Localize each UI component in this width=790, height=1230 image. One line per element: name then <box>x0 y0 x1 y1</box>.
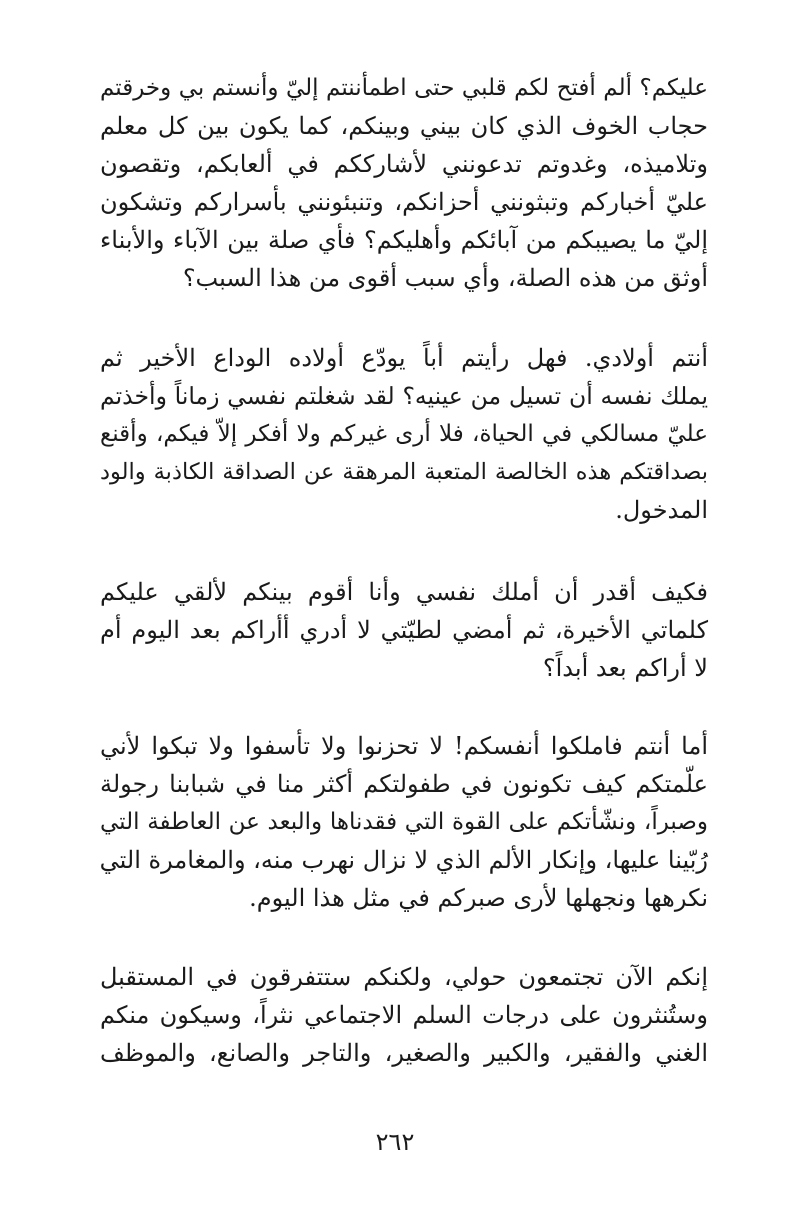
paragraph-line: كلماتي الأخيرة، ثم أمضي لطيّتي لا أدري أأراكم بعد اليوم أم <box>100 616 708 644</box>
paragraph-2 <box>100 339 708 529</box>
paragraph-line: علّمتكم كيف تكونون في طفولتكم أكثر منا في شبابنا رجولة <box>100 770 708 798</box>
paragraph-line: عليّ مسالكي في الحياة، فلا أرى غيركم ولا أفكر إلاّ فيكم، وأقنع <box>100 421 708 447</box>
paragraph-5 <box>100 958 708 1072</box>
paragraph-1 <box>100 69 708 297</box>
paragraph-4 <box>100 727 708 917</box>
paragraph-line: يملك نفسه أن تسيل من عينيه؟ لقد شغلتم نفسي زماناً وأخذتم <box>100 382 708 410</box>
page-number: ٢٦٢ <box>375 1128 415 1156</box>
paragraph-line: إنكم الآن تجتمعون حولي، ولكنكم ستتفرقون في المستقبل <box>100 963 708 991</box>
paragraph-line: إليّ ما يصيبكم من آبائكم وأهليكم؟ فأي صلة بين الآباء والأبناء <box>100 226 708 254</box>
paragraph-line: بصداقتكم هذه الخالصة المتعبة المرهقة عن الصداقة الكاذبة والود <box>100 459 708 485</box>
paragraph-line: حجاب الخوف الذي كان بيني وبينكم، كما يكون بين كل معلم <box>100 112 708 140</box>
paragraph-line: وصبراً، ونشّأتكم على القوة التي فقدناها والبعد عن العاطفة التي <box>100 809 708 835</box>
paragraph-line: عليّ أخباركم وتبثونني أحزانكم، وتنبئونني بأسراركم وتشكون <box>100 188 708 216</box>
paragraph-line: وتلاميذه، وغدوتم تدعونني لأشارككم في ألعابكم، وتقصون <box>100 150 708 178</box>
paragraph-line: الغني والفقير، والكبير والصغير، والتاجر والصانع، والموظف <box>100 1039 708 1067</box>
paragraph-line: أوثق من هذه الصلة، وأي سبب أقوى من هذا السبب؟ <box>182 264 708 292</box>
paragraph-line: وستُنثرون على درجات السلم الاجتماعي نثراً، وسيكون منكم <box>100 1001 708 1029</box>
paragraph-3 <box>100 573 708 687</box>
paragraph-line: نكرهها ونجهلها لأرى صبركم في مثل هذا اليوم. <box>249 884 708 912</box>
paragraph-line: فكيف أقدر أن أملك نفسي وأنا أقوم بينكم لألقي عليكم <box>100 578 708 606</box>
paragraph-line: رُبّينا عليها، وإنكار الألم الذي لا نزال نهرب منه، والمغامرة التي <box>99 846 708 874</box>
paragraph-line: المدخول. <box>615 496 708 524</box>
paragraph-line: لا أراكم بعد أبداً؟ <box>542 654 708 682</box>
paragraph-line: أنتم أولادي. فهل رأيتم أباً يودّع أولاده الوداع الأخير ثم <box>100 344 708 372</box>
paragraph-line: عليكم؟ ألم أفتح لكم قلبي حتى اطمأننتم إليّ وأنستم بي وخرقتم <box>100 75 708 101</box>
paragraph-line: أما أنتم فاملكوا أنفسكم! لا تحزنوا ولا تأسفوا ولا تبكوا لأني <box>100 732 708 760</box>
